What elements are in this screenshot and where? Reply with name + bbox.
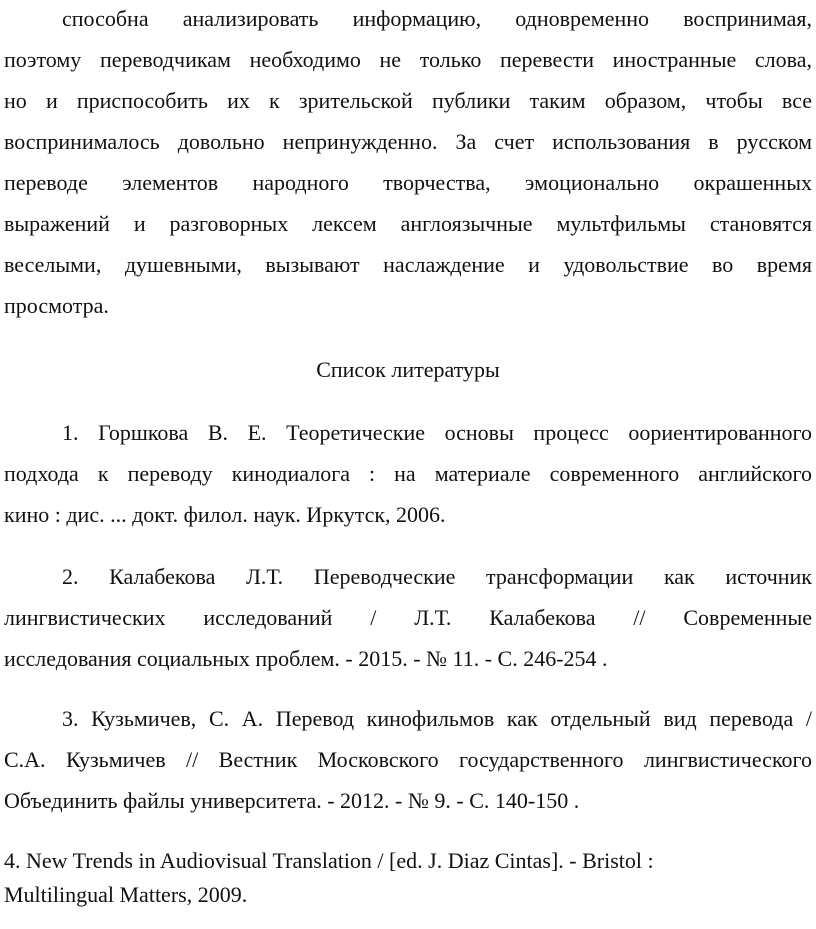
section-title: Список литературы	[316, 357, 500, 382]
reference-line: кино : дис. ... докт. филол. наук. Иркутск, 2006.	[4, 502, 446, 527]
paragraph-line: поэтому переводчикам необходимо не только перевести иностранные слова,	[4, 47, 812, 72]
reference-line: исследования социальных проблем. - 2015. - № 11. - С. 246-254 .	[4, 646, 608, 671]
reference-line: С.А. Кузьмичев // Вестник Московского государственного лингвистического	[4, 747, 812, 772]
paragraph-line: способна анализировать информацию, одновременно воспринимая,	[62, 6, 812, 31]
paragraph-line: веселыми, душевными, вызывают наслаждение и удовольствие во время	[4, 252, 812, 277]
reference-line: подхода к переводу кинодиалога : на материале современного английского	[4, 461, 812, 486]
reference-line: 2. Калабекова Л.Т. Переводческие трансформации как источник	[62, 564, 812, 589]
paragraph-line: воспринималось довольно непринужденно. За счет использования в русском	[4, 129, 812, 154]
reference-line: Объединить файлы университета. - 2012. - № 9. - С. 140-150 .	[4, 788, 580, 813]
paragraph-line: переводе элементов народного творчества, эмоционально окрашенных	[4, 170, 812, 195]
paragraph-line: но и приспособить их к зрительской публики таким образом, чтобы все	[4, 88, 812, 113]
reference-line: 3. Кузьмичев, С. А. Перевод кинофильмов как отдельный вид перевода /	[62, 706, 812, 731]
paragraph-line: просмотра.	[4, 293, 109, 318]
reference-line: Multilingual Matters, 2009.	[4, 882, 248, 907]
reference-line: лингвистических исследований / Л.Т. Калабекова // Современные	[4, 605, 812, 630]
reference-line: 4. New Trends in Audiovisual Translation / [ed. J. Diaz Cintas]. - Bristol :	[4, 848, 654, 873]
paragraph-line: выражений и разговорных лексем англоязычные мультфильмы становятся	[4, 211, 812, 236]
reference-line: 1. Горшкова В. Е. Теоретические основы процесс оориентированного	[62, 420, 812, 445]
